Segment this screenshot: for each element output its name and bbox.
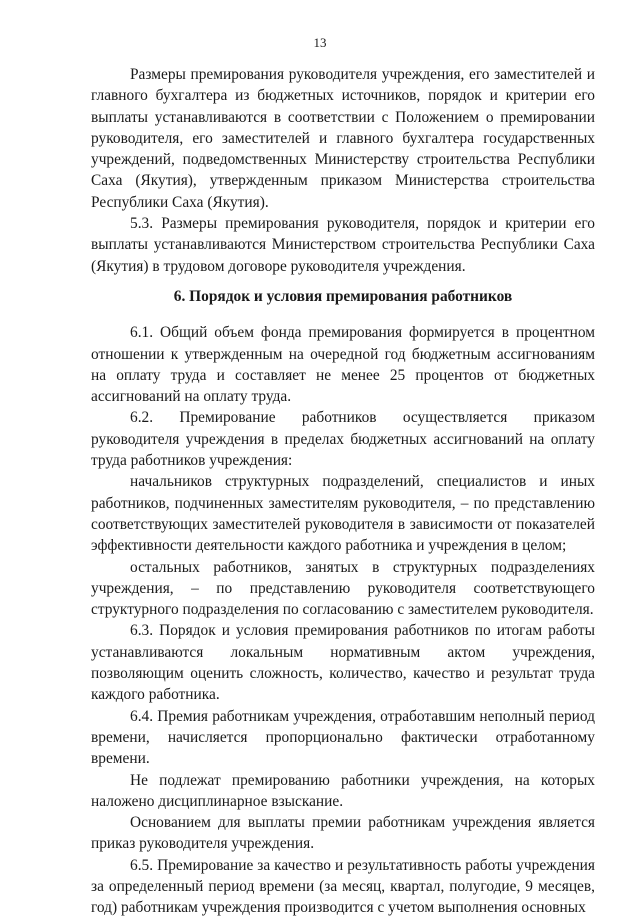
paragraph-6-1: 6.1. Общий объем фонда премирования формируется в процентном отношении к утвержденным на очередной год бюджетным ассигнованиям на оплату труда и составляет не менее 25 процентов от бюджетных ассигнований на оплату труда.: [91, 324, 595, 406]
paragraph-6-2: 6.2. Премирование работников осуществляется приказом руководителя учреждения в пределах бюджетных ассигнований на оплату труда работников учреждения:: [91, 409, 595, 470]
paragraph-6-2-item-heads: начальников структурных подразделений, специалистов и иных работников, подчиненных заместителям руководителя, – по представлению соответствующих заместителей руководителя в зависимости от показателей эффективности деятельности каждого работника и учреждения в целом;: [91, 473, 595, 555]
paragraph-6-5: 6.5. Премирование за качество и результативность работы учреждения за определенный период времени (за месяц, квартал, полугодие, 9 месяцев, год) работникам учреждения производится с учетом выполнения основных: [91, 856, 595, 917]
paragraph-no-premium: Не подлежат премированию работники учреждения, на которых наложено дисциплинарное взыскание.: [91, 771, 595, 810]
document-body: [91, 64, 595, 919]
page-number: 13: [313, 35, 327, 50]
section-heading: 6. Порядок и условия премирования работников: [173, 287, 513, 305]
paragraph-6-3: 6.3. Порядок и условия премирования работников по итогам работы устанавливаются локальным нормативным актом учреждения, позволяющим оценить сложность, количество, качество и результат труда каждого работника.: [91, 622, 595, 704]
paragraph-premium-basis: Основанием для выплаты премии работникам учреждения является приказ руководителя учреждения.: [91, 814, 595, 853]
paragraph-6-4: 6.4. Премия работникам учреждения, отработавшим неполный период времени, начисляется пропорционально фактически отработанному времени.: [91, 707, 595, 768]
paragraph-6-2-item-others: остальных работников, занятых в структурных подразделениях учреждения, – по представлению руководителя соответствующего структурного подразделения по согласованию с заместителем руководителя.: [91, 558, 595, 619]
paragraph-5-3: 5.3. Размеры премирования руководителя, порядок и критерии его выплаты устанавливаются Министерством строительства Республики Саха (Якутия) в трудовом договоре руководителя учреждения.: [91, 215, 595, 275]
paragraph-premium-sizes: Размеры премирования руководителя учреждения, его заместителей и главного бухгалтера из бюджетных источников, порядок и критерии его выплаты устанавливаются в соответствии с Положением о премировании руководителя, его заместителей и главного бухгалтера государственных учреждений, подведомственных Министерству строительства Республики Саха (Якутия), утвержденным приказом Министерства строительства Республики Саха (Якутия).: [91, 66, 595, 211]
